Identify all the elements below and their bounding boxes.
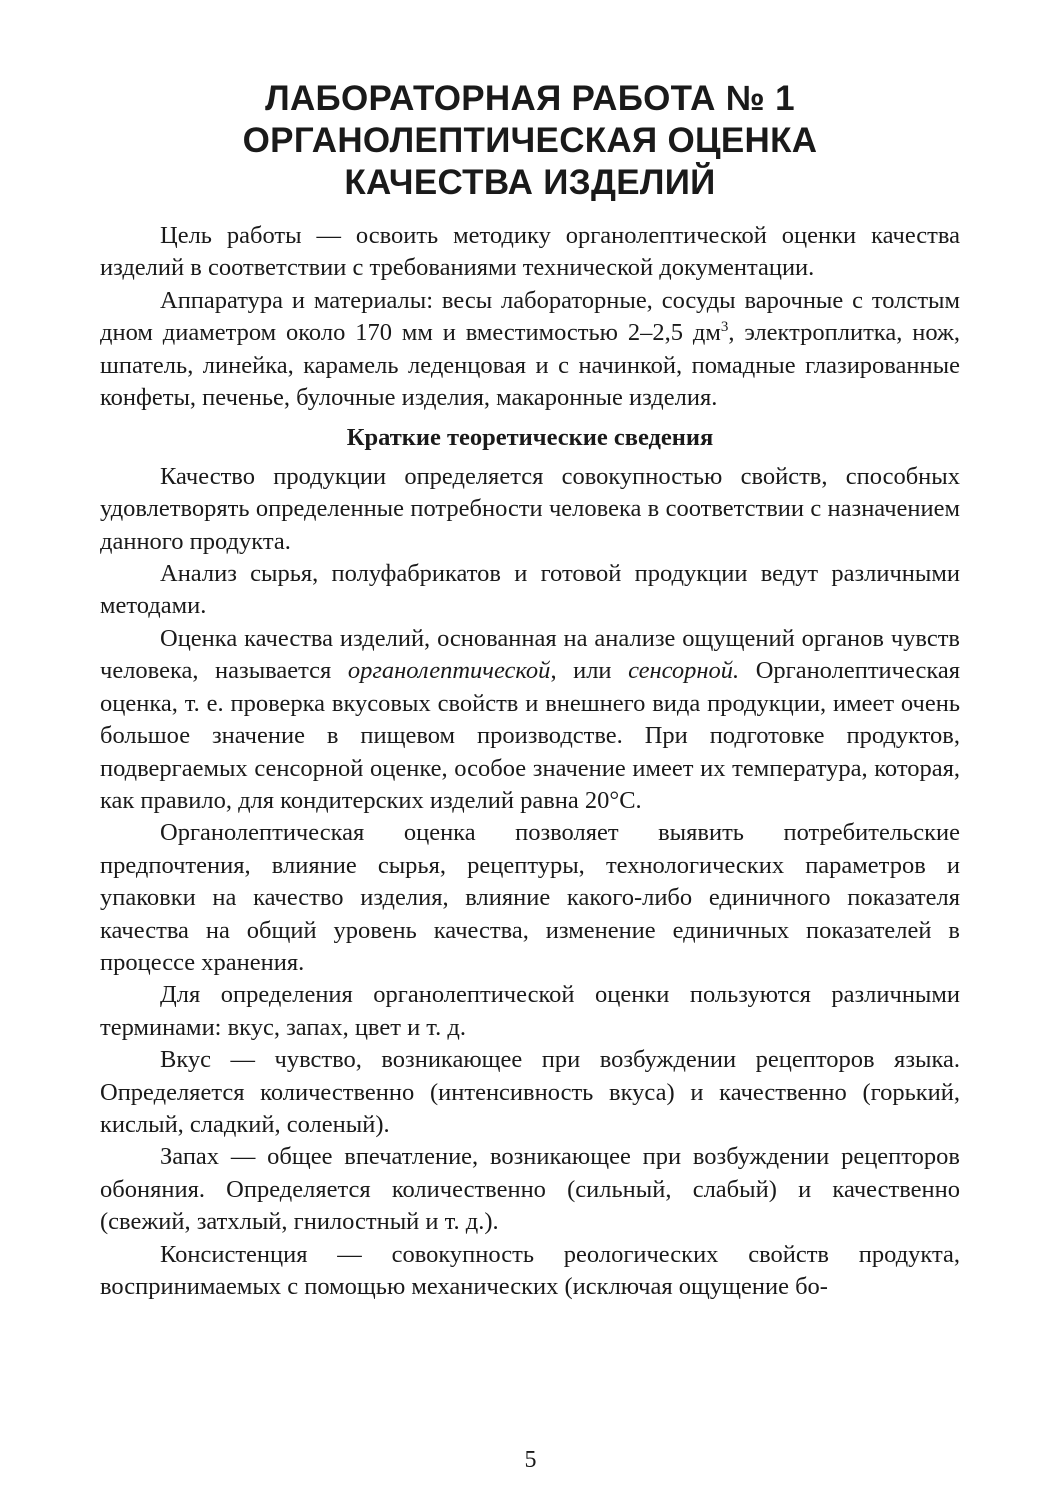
goal-paragraph: Цель работы — освоить методику органолептической оценки качества изделий в соответствии с требованиями технической документации. bbox=[100, 222, 960, 282]
quality-paragraph: Качество продукции определяется совокупностью свойств, способных удовлетворять определенные потребности человека в соответствии с назначением данного продукта. bbox=[100, 462, 960, 555]
body-text bbox=[100, 220, 960, 1303]
preferences-paragraph: Органолептическая оценка позволяет выявить потребительские предпочтения, влияние сырья, рецептуры, технологических параметров и упаковки на качество изделия, влияние какого-либо единичного показателя качества на общий уровень качества, изменение единичных показателей в процессе хранения. bbox=[100, 819, 960, 976]
title-line-1: ЛАБОРАТОРНАЯ РАБОТА № 1 bbox=[265, 79, 795, 118]
analysis-paragraph: Анализ сырья, полуфабрикатов и готовой продукции ведут различными методами. bbox=[100, 560, 960, 620]
terms-paragraph: Для определения органолептической оценки пользуются различными терминами: вкус, запах, цвет и т. д. bbox=[100, 981, 960, 1041]
equipment-text-1: Аппаратура и материалы: весы лабораторные, сосуды варочные с толстым дном диаметром около 170 мм и вместимостью 2–2,5 дм bbox=[100, 286, 960, 347]
equipment-superscript: 3 bbox=[720, 319, 729, 336]
assessment-text-1: Оценка качества изделий, основанная на анализе ощущений органов чувств человека, называется bbox=[100, 624, 960, 685]
equipment-paragraph bbox=[100, 285, 960, 415]
section-heading: Краткие теоретические сведения bbox=[346, 424, 714, 452]
taste-paragraph: Вкус — чувство, возникающее при возбуждении рецепторов языка. Определяется количественно (интенсивность вкуса) и качественно (горький, кислый, сладкий, соленый). bbox=[100, 1046, 960, 1138]
term-organoleptic: органолептической bbox=[347, 657, 551, 685]
title-line-3: КАЧЕСТВА ИЗДЕЛИЙ bbox=[344, 163, 716, 202]
assessment-text-2: , или bbox=[550, 657, 629, 685]
page-number: 5 bbox=[524, 1447, 537, 1473]
assessment-text-3: Органолептическая оценка, т. е. проверка вкусовых свойств и внешнего вида продукции, имеет очень большое значение в пищевом производстве. При подготовке продуктов, подвергаемых сенсорной оценке, особое значение имеет их температура, которая, как правило, для кондитерских изделий равна 20°С. bbox=[100, 657, 960, 814]
page-title bbox=[100, 78, 960, 204]
assessment-paragraph bbox=[100, 623, 960, 817]
title-line-2: ОРГАНОЛЕПТИЧЕСКАЯ ОЦЕНКА bbox=[242, 121, 818, 160]
smell-paragraph: Запах — общее впечатление, возникающее при возбуждении рецепторов обоняния. Определяется количественно (сильный, слабый) и качественно (свежий, затхлый, гнилостный и т. д.). bbox=[100, 1143, 960, 1236]
equipment-text-2: , электроплитка, нож, шпатель, линейка, карамель леденцовая и с начинкой, помадные глазированные конфеты, печенье, булочные изделия, макаронные изделия. bbox=[100, 319, 961, 412]
term-sensory: сенсорной. bbox=[628, 657, 740, 685]
consistency-paragraph: Консистенция — совокупность реологических свойств продукта, воспринимаемых с помощью механических (исключая ощущение бо- bbox=[100, 1240, 960, 1300]
